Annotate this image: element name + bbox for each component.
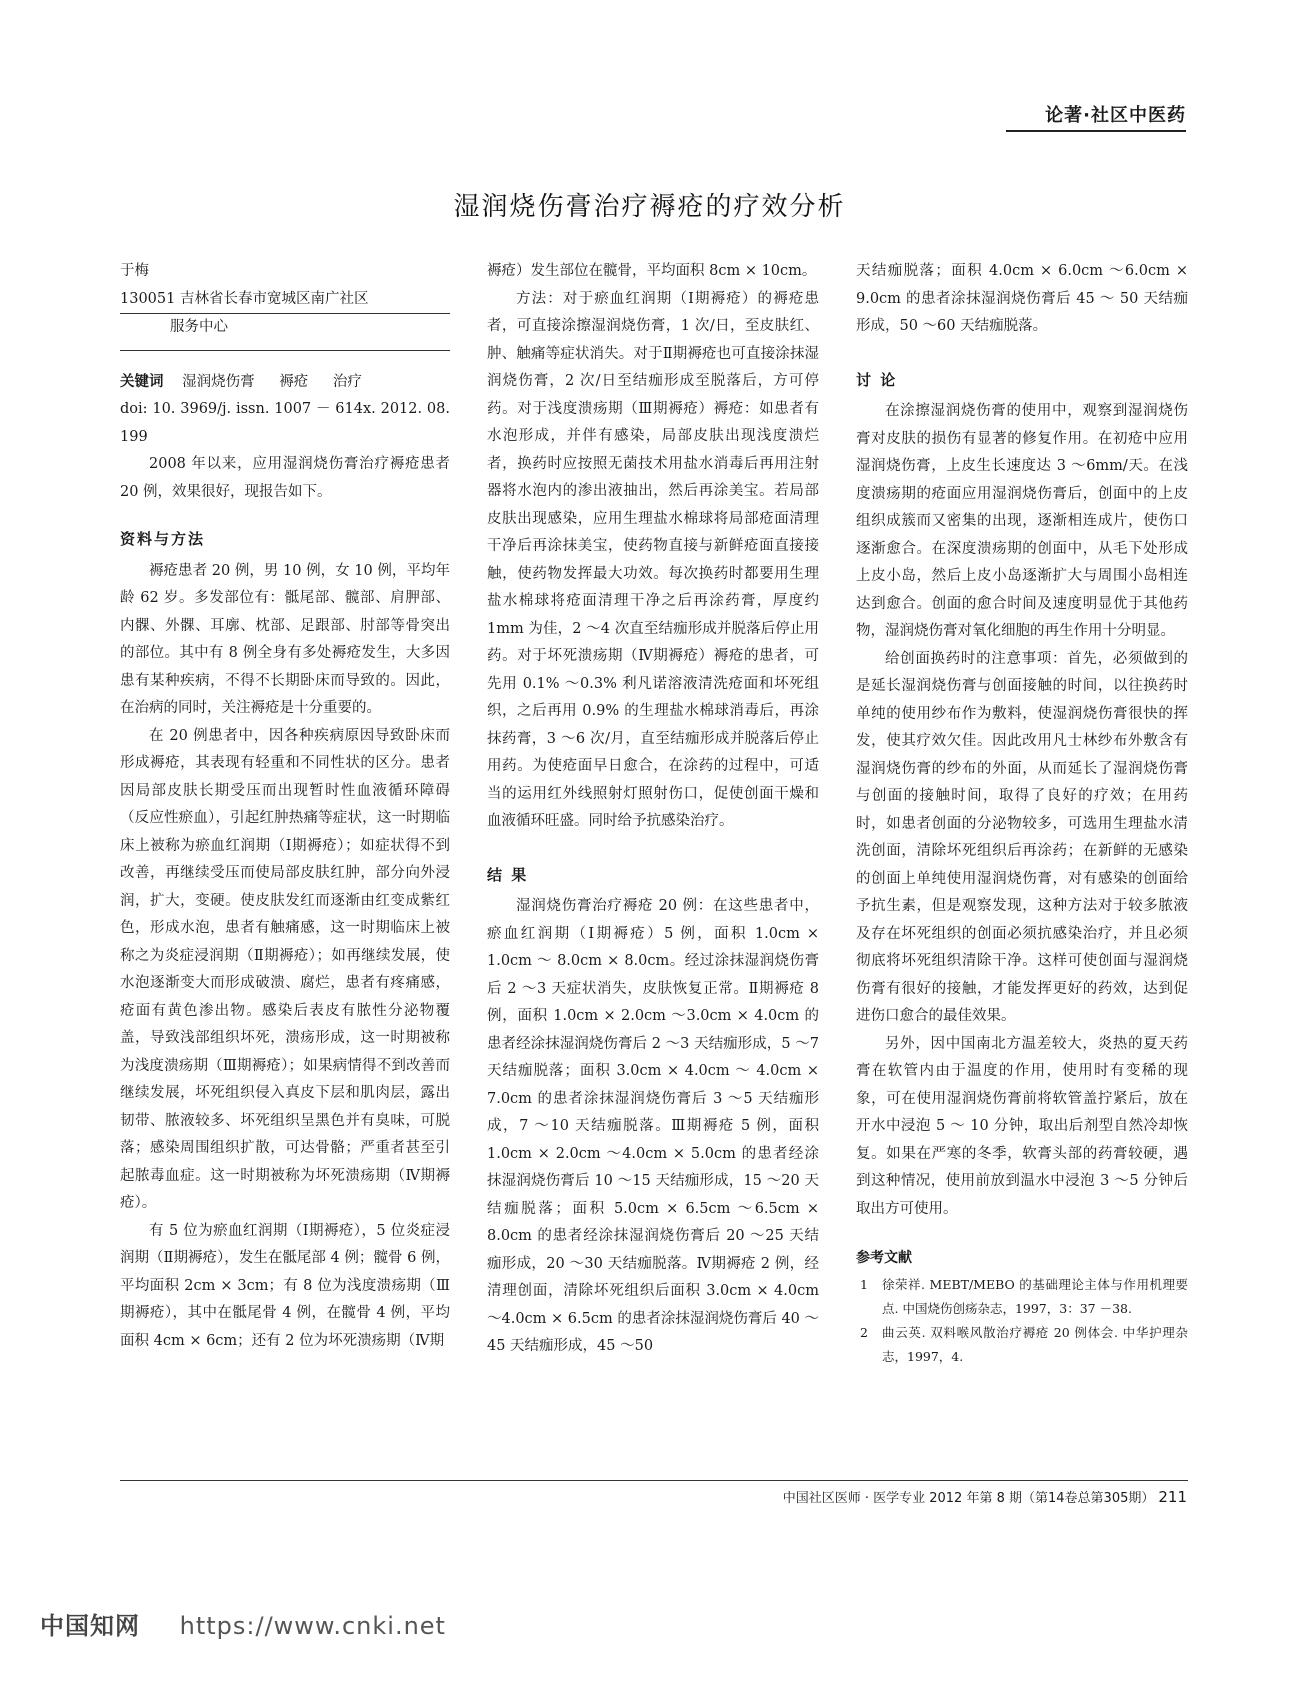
author-block — [120, 258, 450, 351]
body-paragraph: 在 20 例患者中，因各种疾病原因导致卧床而形成褥疮，其表现有轻重和不同性状的区分。患者因局部皮肤长期受压而出现暂时性血液循环障碍（反应性瘀血），引起红肿热痛等症状，这一时期临床上被称为瘀血红润期（Ⅰ期褥疮）；如症状得不到改善，再继续受压而使局部皮肤红肿，部分向外浸润，扩大，变硬。使皮肤发红而逐渐由红变成紫红色，形成水泡，患者有触痛感，这一时期临床上被称之为炎症浸润期（Ⅱ期褥疮）；如再继续发展，使水泡逐渐变大而形成破溃、腐烂，患者有疼痛感，疮面有黄色渗出物。感染后表皮有脓性分泌物覆盖，导致浅部组织坏死，溃疡形成，这一时期被称为浅度溃疡期（Ⅲ期褥疮）；如果病情得不到改善而继续发展，坏死组织侵入真皮下层和肌肉层，露出韧带、脓液较多、坏死组织呈黑色并有臭味，可脱落；感染周围组织扩散，可达骨骼；严重者甚至引起脓毒血症。这一时期被称为坏死溃疡期（Ⅳ期褥疮）。 — [120, 727, 450, 1211]
body-paragraph: 褥疮患者 20 例，男 10 例，女 10 例，平均年龄 62 岁。多发部位有：骶尾部、髋部、肩胛部、内髁、外髁、耳廓、枕部、足跟部、肘部等骨突出的部位。其中有 8 例全身有多处褥疮发生，大多因患有某种疾病，不得不长期卧床而导致的。因此，在治病的同时，关注褥疮是十分重要的。 — [120, 562, 450, 716]
reference-text: 徐荣祥. MEBT/MEBO 的基础理论主体与作用机理要点. 中国烧伤创疡杂志，1997，3：37 －38. — [882, 1276, 1188, 1316]
reference-number: 2 — [860, 1324, 868, 1340]
column-1 — [120, 258, 450, 1355]
page-footer — [783, 1487, 1187, 1506]
section-heading-discussion: 讨 论 — [856, 370, 898, 389]
journal-info: 中国社区医师 · 医学专业 2012 年第 8 期（第14卷总第305期） — [782, 1491, 1155, 1506]
intro-paragraph: 2008 年以来，应用湿润烧伤膏治疗褥疮患者 20 例，效果很好，现报告如下。 — [120, 456, 450, 500]
reference-number: 1 — [860, 1276, 868, 1292]
methods-paragraph: 方法：对于瘀血红润期（Ⅰ期褥疮）的褥疮患者，可直接涂擦湿润烧伤膏，1 次/日，至皮肤红、肿、触痛等症状消失。对于Ⅱ期褥疮也可直接涂抹湿润烧伤膏，2 次/日至结痂形成至脱落后，方可停药。对于浅度溃疡期（Ⅲ期褥疮）褥疮：如患者有水泡形成，并伴有感染，局部皮肤出现浅度溃烂者，换药时应按照无菌技术用盐水消毒后再用注射器将水泡内的渗出液抽出，然后再涂美宝。若局部皮肤出现感染，应用生理盐水棉球将局部疮面清理干净后再涂抹美宝，使药物直接与新鲜疮面直接接触，使药物发挥最大功效。每次换药时都要用生理盐水棉球将疮面清理干净之后再涂药膏，厚度约 1mm 为佳，2 ～4 次直至结痂形成并脱落后停止用药。对于坏死溃疡期（Ⅳ期褥疮）褥疮的患者，可先用 0.1% ～0.3% 利凡诺溶液清洗疮面和坏死组织，之后再用 0.9% 的生理盐水棉球消毒后，再涂抹药膏，3 ～6 次/月，直至结痂形成并脱落后停止用药。为使疮面早日愈合，在涂药的过程中，可适当的运用红外线照射灯照射伤口，促使创面干燥和血液循环旺盛。同时给予抗感染治疗。 — [487, 290, 819, 829]
body-paragraph: 天结痂脱落；面积 4.0cm × 6.0cm ～6.0cm × 9.0cm 的患者涂抹湿润烧伤膏后 45 ～ 50 天结痂形成，50 ～60 天结痂脱落。 — [856, 263, 1188, 334]
column-3 — [856, 258, 1188, 1369]
affiliation-line-2: 服务中心 — [120, 313, 450, 342]
references-heading: 参考文献 — [856, 1250, 912, 1266]
discussion-paragraph: 另外，因中国南北方温差较大，炎热的夏天药膏在软管内由于温度的作用，使用时有变稀的现象，可在使用湿润烧伤膏前将软管盖拧紧后，放在开水中浸泡 5 ～ 10 分钟，取出后剂型自然冷却恢复。如果在严寒的冬季，软膏头部的药膏较硬，遇到这种情况，使用前放到温水中浸泡 3 ～5 分钟后取出方可使用。 — [856, 1035, 1188, 1217]
keywords-label: 关键词 — [120, 373, 164, 390]
page-number: 211 — [1158, 1488, 1187, 1506]
cnki-logo: 中国知网 — [40, 1612, 140, 1640]
discussion-paragraph: 在涂擦湿润烧伤膏的使用中，观察到湿润烧伤膏对皮肤的损伤有显著的修复作用。在初疮中应用湿润烧伤膏，上皮生长速度达 3 ～6mm/天。在浅度溃疡期的疮面应用湿润烧伤膏后，创面中的上皮组织成簇而又密集的出现，逐渐相连成片，使伤口逐渐愈合。在深度溃疡期的创面中，从毛下处形成上皮小岛，然后上皮小岛逐渐扩大与周围小岛相连达到愈合。创面的愈合时间及速度明显优于其他药物，湿润烧伤膏对氧化细胞的再生作用十分明显。 — [856, 403, 1188, 639]
author-name: 于梅 — [120, 263, 149, 279]
results-paragraph: 湿润烧伤膏治疗褥疮 20 例：在这些患者中，瘀血红润期（Ⅰ期褥疮）5 例，面积 1.0cm × 1.0cm ～ 8.0cm × 8.0cm。经过涂抹湿润烧伤膏后 2 ～3 天症状消失，皮肤恢复正常。Ⅱ期褥疮 8 例，面积 1.0cm × 2.0cm ～3.0cm × 4.0cm 的患者经涂抹湿润烧伤膏后 2 ～3 天结痂形成，5 ～7 天结痂脱落；面积 3.0cm × 4.0cm ～ 4.0cm × 7.0cm 的患者涂抹湿润烧伤膏后 3 ～5 天结痂形成，7 ～10 天结痂脱落。Ⅲ期褥疮 5 例，面积 1.0cm × 2.0cm ～4.0cm × 5.0cm 的患者经涂抹湿润烧伤膏后 10 ～15 天结痂形成，15 ～20 天结痂脱落；面积 5.0cm × 6.5cm ～6.5cm × 8.0cm 的患者经涂抹湿润烧伤膏后 20 ～25 天结痂形成，20 ～30 天结痂脱落。Ⅳ期褥疮 2 例，经清理创面，清除坏死组织后面积 3.0cm × 4.0cm ～4.0cm × 6.5cm 的患者涂抹湿润烧伤膏后 40 ～45 天结痂形成，45 ～50 — [487, 898, 820, 1354]
keyword: 湿润烧伤膏 — [182, 373, 255, 390]
cnki-url[interactable]: https://www.cnki.net — [179, 1612, 446, 1640]
reference-item — [856, 1321, 1188, 1369]
discussion-paragraph: 给创面换药时的注意事项：首先，必须做到的是延长湿润烧伤膏与创面接触的时间，以往换药时单纯的使用纱布作为敷料，使湿润烧伤膏很快的挥发，使其疗效欠佳。因此改用凡士林纱布外敷含有湿润烧伤膏的纱布的外面，从而延长了湿润烧伤膏与创面的接触时间，取得了良好的疗效；在用药时，如患者创面的分泌物较多，可选用生理盐水清洗创面，清除坏死组织后再涂药；在新鲜的无感染的创面上单纯使用湿润烧伤膏，对有感染的创面给予抗生素，但是观察发现，这种方法对于较多脓液及存在坏死组织的创面必须抗感染治疗，并且必须彻底将坏死组织清除干净。这样可使创面与湿润烧伤膏有很好的接触，才能发挥更好的药效，达到促进伤口愈合的最佳效果。 — [856, 650, 1188, 1024]
keyword: 褥疮 — [279, 373, 309, 390]
doi: doi: 10. 3969/j. issn. 1007 － 614x. 2012. 08. 199 — [120, 401, 450, 445]
article-title: 湿润烧伤膏治疗褥疮的疗效分析 — [453, 192, 846, 222]
keyword: 治疗 — [332, 373, 362, 390]
section-tag: 论著·社区中医药 — [1006, 104, 1186, 132]
keywords-block — [120, 369, 450, 452]
reference-item — [856, 1273, 1188, 1321]
body-paragraph: 褥疮）发生部位在髋骨，平均面积 8cm × 10cm。 — [487, 263, 817, 279]
column-2 — [487, 258, 819, 1361]
body-paragraph: 有 5 位为瘀血红润期（Ⅰ期褥疮），5 位炎症浸润期（Ⅱ期褥疮），发生在骶尾部 4 例；髋骨 6 例，平均面积 2cm × 3cm；有 8 位为浅度溃疡期（Ⅲ期褥疮），其中在骶尾骨 4 例，在髋骨 4 例，平均面积 4cm × 6cm；还有 2 位为坏死溃疡期（Ⅳ期 — [120, 1222, 450, 1349]
section-heading-methods: 资料与方法 — [120, 530, 206, 548]
watermark — [40, 1606, 446, 1641]
reference-text: 曲云英. 双料喉风散治疗褥疮 20 例体会. 中华护理杂志，1997，4. — [882, 1324, 1188, 1364]
affiliation-line-1: 130051 吉林省长春市宽城区南广社区 — [120, 290, 369, 307]
section-heading-results: 结 果 — [487, 865, 529, 884]
footer-rule — [120, 1480, 1188, 1481]
